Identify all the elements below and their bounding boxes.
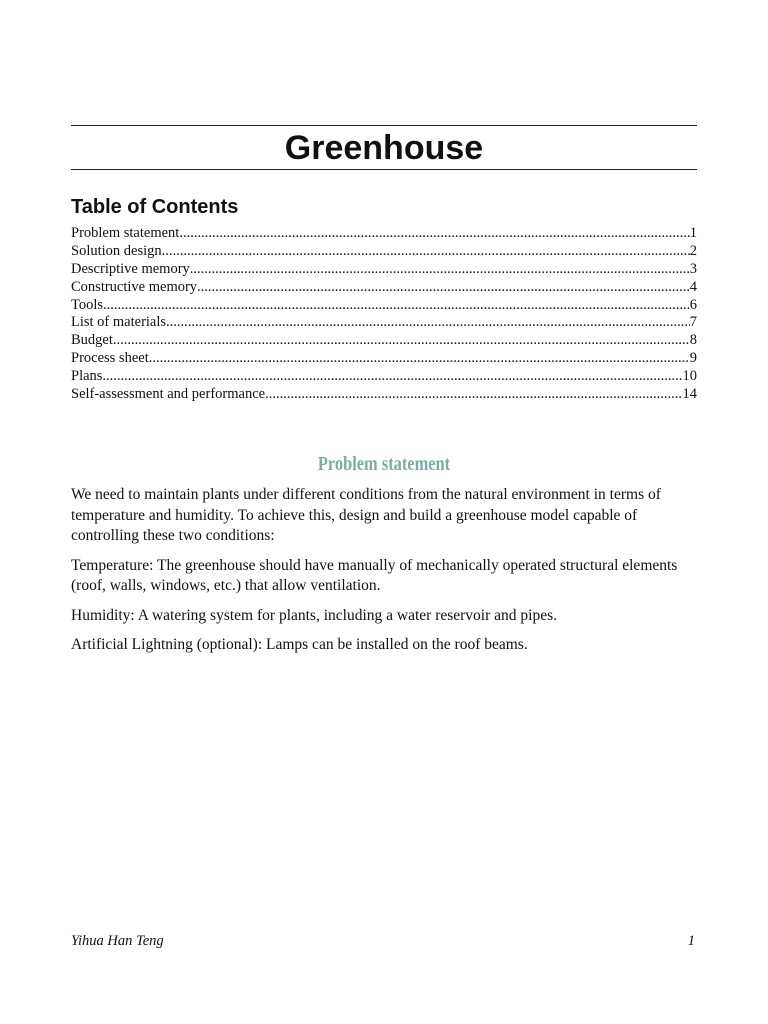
toc-dot-leader — [149, 350, 690, 368]
toc-entry-page: 10 — [682, 368, 697, 385]
toc-entry-process-sheet[interactable] — [71, 350, 697, 368]
document-title: Greenhouse — [284, 128, 484, 167]
toc-entry-label: List of materials — [71, 314, 167, 331]
toc-entry-page: 1 — [689, 225, 697, 241]
toc-entry-label: Descriptive memory — [71, 260, 190, 277]
toc-entry-page: 14 — [682, 386, 697, 403]
toc-heading: Table of Contents — [71, 196, 239, 218]
toc-entry-page: 9 — [689, 350, 697, 367]
section-body — [71, 485, 701, 665]
toc-dot-leader — [265, 386, 682, 404]
toc-entry-list-of-materials[interactable] — [71, 314, 697, 332]
toc-dot-leader — [179, 225, 689, 243]
section-heading-problem-statement: Problem statement — [317, 453, 451, 475]
toc-entry-label: Plans — [71, 368, 103, 385]
toc-dot-leader — [197, 279, 690, 297]
paragraph-temperature: Temperature: The greenhouse should have manually of mechanically operated structural elements (roof, walls, windows, etc.) that allow ventilation. — [71, 556, 678, 594]
toc-dot-leader — [190, 261, 690, 279]
toc-entry-page: 7 — [689, 314, 697, 331]
paragraph-lighting: Artificial Lightning (optional): Lamps can be installed on the roof beams. — [71, 636, 528, 653]
toc-entry-page: 3 — [689, 260, 697, 277]
toc-entry-problem-statement[interactable] — [71, 225, 697, 243]
toc-dot-leader — [113, 332, 690, 350]
toc-entry-descriptive-memory[interactable] — [71, 261, 697, 279]
table-of-contents — [71, 225, 697, 404]
toc-entry-label: Budget — [71, 332, 113, 349]
toc-entry-plans[interactable] — [71, 368, 697, 386]
toc-entry-page: 8 — [689, 332, 697, 349]
toc-entry-budget[interactable] — [71, 332, 697, 350]
toc-entry-page: 4 — [689, 278, 697, 295]
toc-entry-constructive-memory[interactable] — [71, 279, 697, 297]
toc-entry-page: 2 — [689, 242, 697, 259]
toc-dot-leader — [103, 297, 690, 315]
toc-entry-label: Self-assessment and performance — [71, 386, 266, 403]
toc-dot-leader — [102, 368, 682, 386]
toc-entry-tools[interactable] — [71, 297, 697, 315]
footer-page-number: 1 — [687, 933, 695, 949]
toc-dot-leader — [166, 314, 690, 332]
toc-entry-page: 6 — [689, 296, 697, 313]
paragraph-humidity: Humidity: A watering system for plants, including a water reservoir and pipes. — [71, 606, 557, 624]
title-block — [71, 125, 697, 170]
toc-entry-solution-design[interactable] — [71, 243, 697, 261]
toc-dot-leader — [162, 243, 690, 261]
paragraph-intro: We need to maintain plants under different conditions from the natural environment in terms of temperature and humidity. To achieve this, design and build a greenhouse model capable of controlling these two conditions: — [71, 486, 661, 544]
toc-entry-label: Constructive memory — [71, 278, 198, 295]
footer-author: Yihua Han Teng — [71, 933, 164, 949]
toc-entry-label: Solution design — [71, 242, 162, 259]
toc-entry-self-assessment[interactable] — [71, 386, 697, 404]
toc-entry-label: Tools — [71, 296, 104, 313]
toc-entry-label: Process sheet — [71, 350, 149, 367]
toc-entry-label: Problem statement — [71, 225, 180, 241]
